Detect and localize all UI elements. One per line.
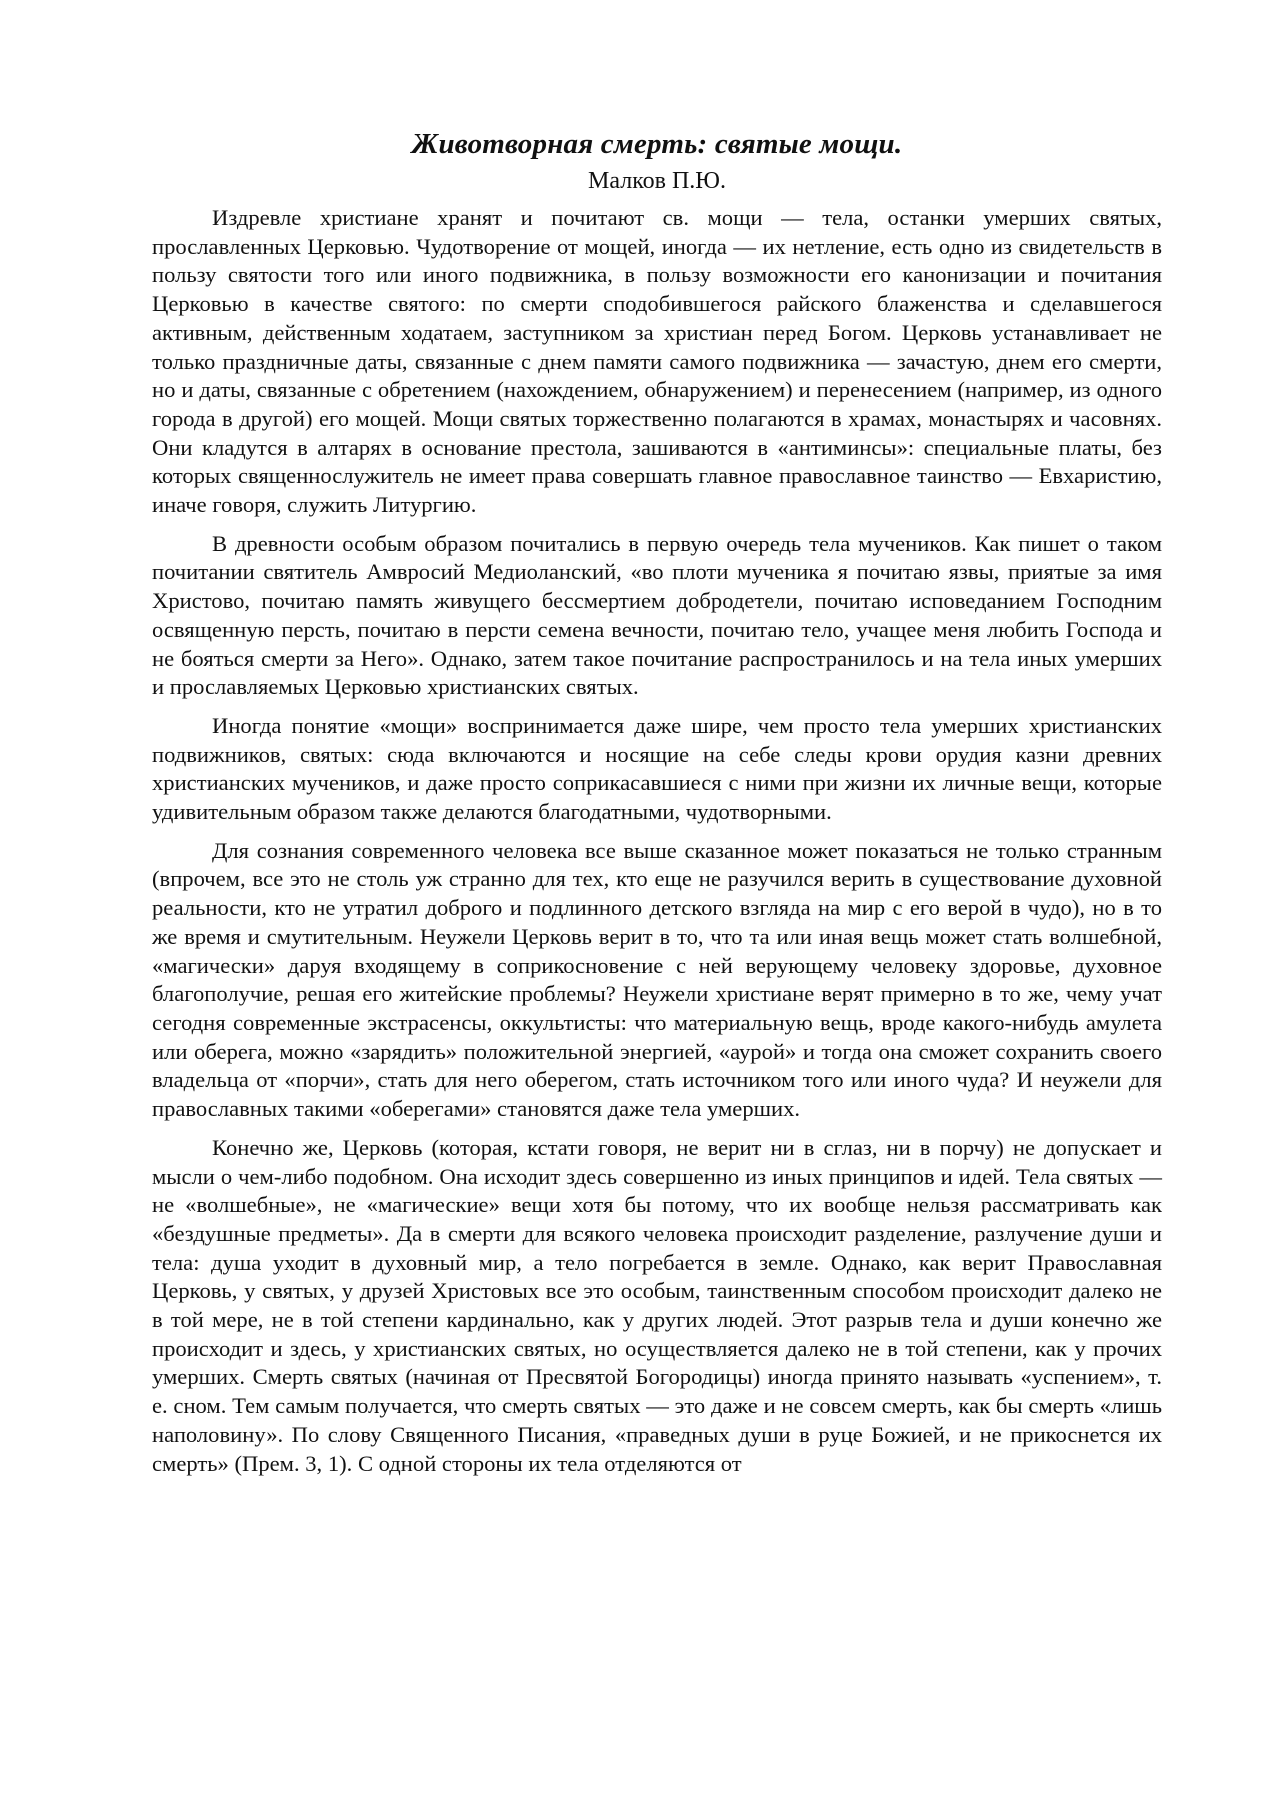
paragraph-4: Для сознания современного человека все выше сказанное может показаться не только странным (впрочем, все это не столь уж странно для тех, кто еще не разучился верить в существование духовной реальности, кто не утратил доброго и подлинного детского взгляда на мир с его верой в чудо), но в то же время и смутительным. Неужели Церковь верит в то, что та или иная вещь может стать волшебной, «магически» даруя входящему в соприкосновение с ней верующему человеку здоровье, духовное благополучие, решая его житейские проблемы? Неужели христиане верят примерно в то же, чему учат сегодня современные экстрасенсы, оккультисты: что материальную вещь, вроде какого-нибудь амулета или оберега, можно «зарядить» положительной энергией, «аурой» и тогда она сможет сохранить своего владельца от «порчи», стать для него оберегом, стать источником того или иного чуда? И неужели для православных такими «оберегами» становятся даже тела умерших.	[152, 837, 1162, 1122]
paragraph-5: Конечно же, Церковь (которая, кстати говоря, не верит ни в сглаз, ни в порчу) не допускает и мысли о чем-либо подобном. Она исходит здесь совершенно из иных принципов и идей. Тела святых — не «волшебные», не «магические» вещи хотя бы потому, что их вообще нельзя рассматривать как «бездушные предметы». Да в смерти для всякого человека происходит разделение, разлучение души и тела: душа уходит в духовный мир, а тело погребается в земле. Однако, как верит Православная Церковь, у святых, у друзей Христовых все это особым, таинственным способом происходит далеко не в той мере, не в той степени кардинально, как у других людей. Этот разрыв тела и души конечно же происходит и здесь, у христианских святых, но осуществляется далеко не в той степени, как у прочих умерших. Смерть святых (начиная от Пресвятой Богородицы) иногда принято называть «успением», т. е. сном. Тем самым получается, что смерть святых — это даже и не совсем смерть, как бы смерть «лишь наполовину». По слову Священного Писания, «праведных души в руце Божией, и не прикоснется их смерть» (Прем. 3, 1). С одной стороны их тела отделяются от	[152, 1134, 1162, 1476]
paragraph-3: Иногда понятие «мощи» воспринимается даже шире, чем просто тела умерших христианских подвижников, святых: сюда включаются и носящие на себе следы крови орудия казни древних христианских мучеников, и даже просто соприкасавшиеся с ними при жизни их личные вещи, которые удивительным образом также делаются благодатными, чудотворными.	[152, 712, 1162, 825]
document-page	[152, 118, 1162, 1488]
paragraph-2: В древности особым образом почитались в первую очередь тела мучеников. Как пишет о таком почитании святитель Амвросий Медиоланский, «во плоти мученика я почитаю язвы, приятые за имя Христово, почитаю память живущего бессмертием добродетели, почитаю исповеданием Господним освященную персть, почитаю в персти семена вечности, почитаю тело, учащее меня любить Господа и не бояться смерти за Него». Однако, затем такое почитание распространилось и на тела иных умерших и прославляемых Церковью христианских святых.	[152, 530, 1162, 700]
document-title: Животворная смерть: святые мощи.	[411, 128, 903, 160]
document-author: Малков П.Ю.	[588, 168, 726, 194]
paragraph-1: Издревле христиане хранят и почитают св. мощи — тела, останки умерших святых, прославленных Церковью. Чудотворение от мощей, иногда — их нетление, есть одно из свидетельств в пользу святости того или иного подвижника, в пользу возможности его канонизации и почитания Церковью в качестве святого: по смерти сподобившегося райского блаженства и сделавшегося активным, действенным ходатаем, заступником за христиан перед Богом. Церковь устанавливает не только праздничные даты, связанные с днем памяти самого подвижника — зачастую, днем его смерти, но и даты, связанные с обретением (нахождением, обнаружением) и перенесением (например, из одного города в другой) его мощей. Мощи святых торжественно полагаются в храмах, монастырях и часовнях. Они кладутся в алтарях в основание престола, зашиваются в «антиминсы»: специальные платы, без которых священнослужитель не имеет права совершать главное православное таинство — Евхаристию, иначе говоря, служить Литургию.	[152, 205, 1162, 518]
